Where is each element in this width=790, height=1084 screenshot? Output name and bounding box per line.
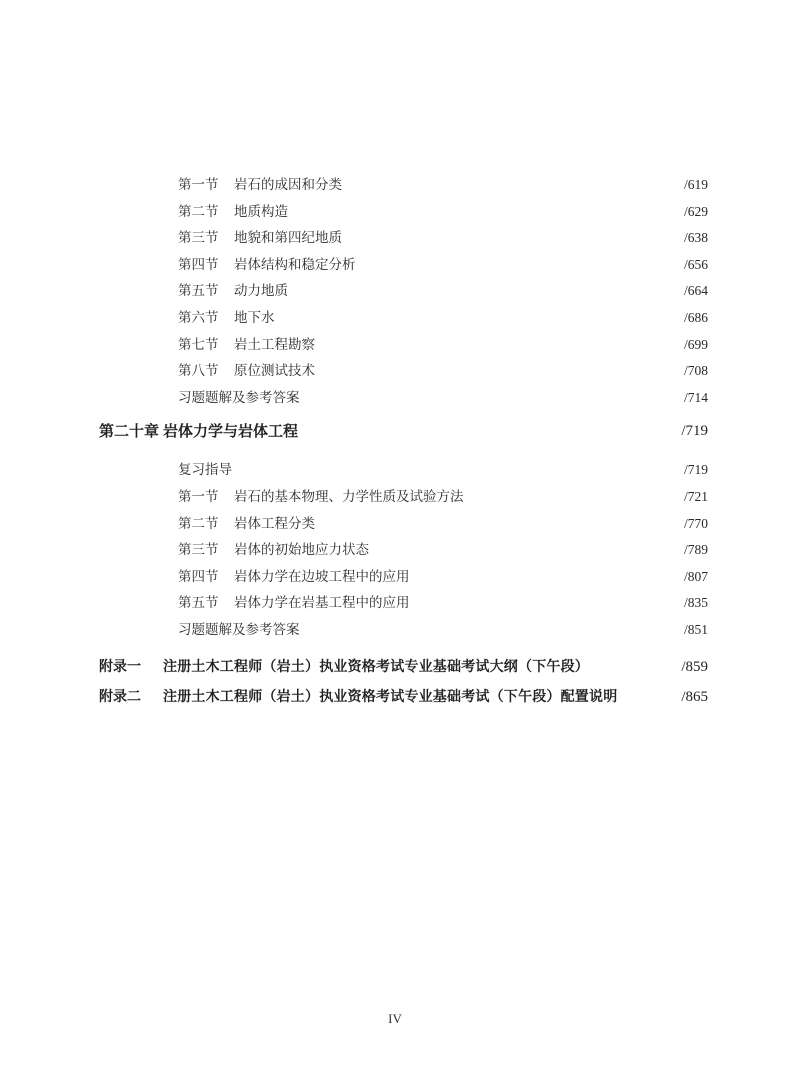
section-number: 第四节 — [178, 568, 219, 585]
toc-entry — [0, 199, 790, 226]
section-title: 复习指导 — [178, 462, 232, 479]
section-title: 原位测试技术 — [234, 363, 315, 380]
section-title: 岩土工程勘察 — [234, 336, 315, 353]
section-page-number: /851 — [683, 621, 708, 637]
page-number-footer: IV — [388, 1011, 402, 1026]
section-page-number: /789 — [683, 542, 708, 558]
toc-entry — [0, 332, 790, 359]
section-title: 岩体结构和稳定分析 — [234, 256, 356, 273]
appendix-title: 注册土木工程师（岩土）执业资格考试专业基础考试（下午段）配置说明 — [163, 688, 618, 705]
section-page-number: /656 — [683, 256, 708, 272]
toc-entry — [0, 537, 790, 564]
chapter-page-number: /719 — [681, 423, 708, 440]
toc-entry — [0, 590, 790, 617]
section-title: 地下水 — [234, 309, 275, 326]
section-number: 第八节 — [178, 363, 219, 380]
table-of-contents — [0, 172, 790, 712]
section-title: 习题题解及参考答案 — [178, 389, 300, 406]
toc-entry — [0, 457, 790, 484]
section-title: 岩体力学在边坡工程中的应用 — [234, 568, 410, 585]
toc-entry — [0, 225, 790, 252]
section-number: 第五节 — [178, 595, 219, 612]
appendix-number: 附录二 — [99, 688, 141, 705]
section-title: 习题题解及参考答案 — [178, 621, 300, 638]
section-page-number: /664 — [683, 283, 708, 299]
toc-entry — [0, 511, 790, 538]
section-number: 第五节 — [178, 283, 219, 300]
chapter-title: 岩体力学与岩体工程 — [163, 422, 299, 441]
section-title: 岩石的基本物理、力学性质及试验方法 — [234, 488, 464, 505]
toc-entry — [0, 358, 790, 385]
section-page-number: /708 — [683, 363, 708, 379]
toc-entry — [0, 484, 790, 511]
toc-entry — [0, 305, 790, 332]
section-number: 第七节 — [178, 336, 219, 353]
toc-entry — [0, 617, 790, 644]
section-page-number: /619 — [683, 177, 708, 192]
toc-entry — [0, 564, 790, 591]
chapter-heading — [0, 411, 790, 451]
section-number: 第二节 — [178, 515, 219, 532]
section-title: 动力地质 — [234, 283, 288, 300]
section-title: 地质构造 — [234, 203, 288, 220]
section-title: 地貌和第四纪地质 — [234, 230, 342, 247]
section-number: 第三节 — [178, 542, 219, 559]
section-page-number: /807 — [683, 568, 708, 584]
toc-entry — [0, 278, 790, 305]
section-number: 第二节 — [178, 203, 219, 220]
section-page-number: /638 — [683, 230, 708, 246]
section-title: 岩石的成因和分类 — [234, 177, 342, 193]
section-page-number: /686 — [683, 309, 708, 325]
section-page-number: /714 — [683, 389, 708, 405]
appendix-heading — [0, 682, 790, 712]
appendix-number: 附录一 — [99, 658, 141, 675]
section-number: 第三节 — [178, 230, 219, 247]
section-page-number: /770 — [683, 515, 708, 531]
section-title: 岩体工程分类 — [234, 515, 315, 532]
appendix-heading — [0, 652, 790, 682]
toc-entry — [0, 385, 790, 412]
appendix-page-number: /865 — [681, 688, 708, 705]
section-page-number: /719 — [683, 462, 708, 478]
section-number: 第一节 — [178, 177, 219, 193]
section-number: 第六节 — [178, 309, 219, 326]
section-page-number: /629 — [683, 203, 708, 219]
section-title: 岩体力学在岩基工程中的应用 — [234, 595, 410, 612]
section-page-number: /835 — [683, 595, 708, 611]
toc-entry — [0, 172, 790, 199]
appendix-title: 注册土木工程师（岩土）执业资格考试专业基础考试大纲（下午段） — [163, 658, 589, 675]
toc-entry — [0, 252, 790, 279]
chapter-number: 第二十章 — [99, 422, 160, 441]
section-number: 第四节 — [178, 256, 219, 273]
section-page-number: /721 — [683, 488, 708, 504]
section-number: 第一节 — [178, 488, 219, 505]
appendix-page-number: /859 — [681, 658, 708, 675]
section-title: 岩体的初始地应力状态 — [234, 542, 369, 559]
section-page-number: /699 — [683, 336, 708, 352]
